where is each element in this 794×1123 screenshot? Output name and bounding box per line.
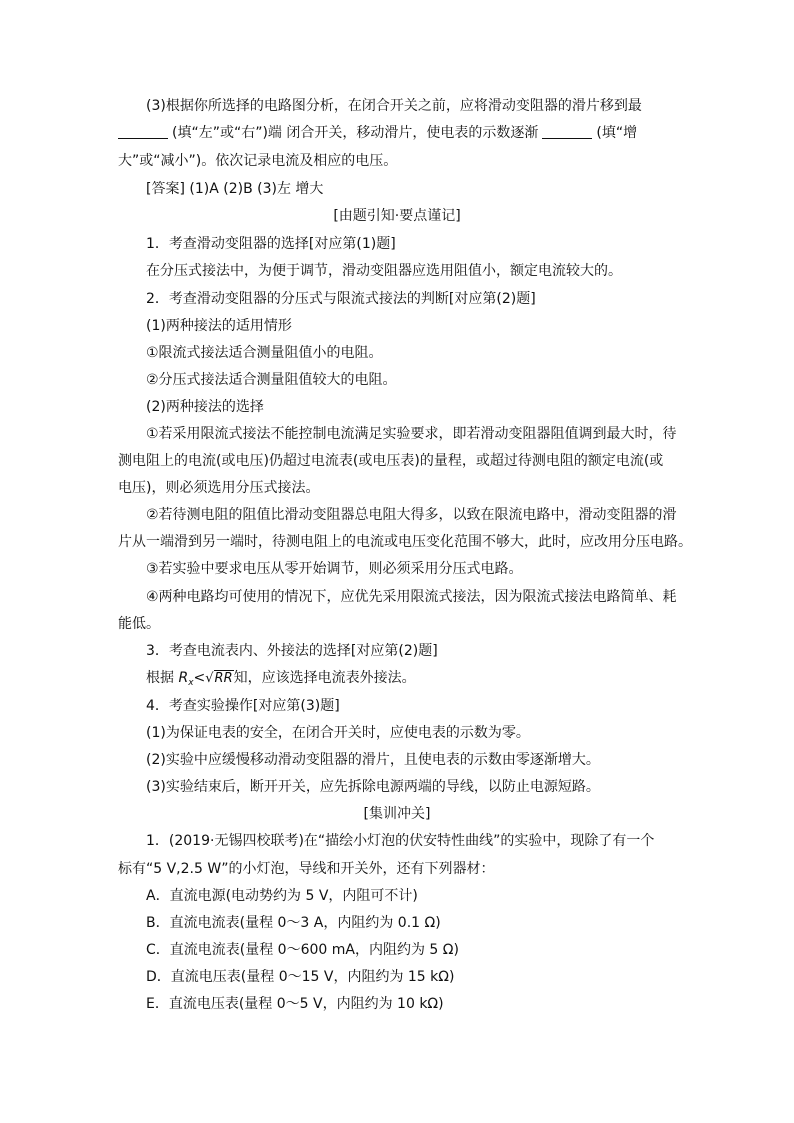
- section-heading-key-points: [由题引知·要点谨记]: [333, 208, 461, 224]
- point-1-text: 在分压式接法中，为便于调节，滑动变阻器应选用阻值小，额定电流较大的。: [146, 263, 622, 279]
- point-2-item-b: ②分压式接法适合测量阻值较大的电阻。: [146, 372, 397, 388]
- point-2-title: 2．考查滑动变阻器的分压式与限流式接法的判断[对应第(2)题]: [146, 291, 536, 307]
- sqrt-radicand: [214, 670, 234, 686]
- exercise-1-line-1: 1．(2019·无锡四校联考)在“描绘小灯泡的伏安特性曲线”的实验中，现除了有一个: [146, 833, 655, 849]
- q3-line-3: 大”或“减小”)。依次记录电流及相应的电压。: [118, 153, 398, 169]
- point-4-item-3: (3)实验结束后，断开开关，应先拆除电源两端的导线，以防止电源短路。: [146, 779, 600, 795]
- answer-blank-1: [118, 124, 168, 139]
- option-a: A．直流电源(电动势约为 5 V，内阻可不计): [146, 888, 418, 904]
- point-1-title: 1．考查滑动变阻器的选择[对应第(1)题]: [146, 236, 396, 252]
- formula-rx-sub: x: [188, 678, 194, 688]
- point-2-sub-1: (1)两种接法的适用情形: [146, 318, 292, 334]
- point-2-item-c-line-1: ①若采用限流式接法不能控制电流满足实验要求，即若滑动变阻器阻值调到最大时，待: [146, 426, 677, 442]
- answer-blank-2: [542, 124, 592, 139]
- point-4-item-2: (2)实验中应缓慢移动滑动变阻器的滑片，且使电表的示数由零逐渐增大。: [146, 752, 600, 768]
- q3-line-2-tail: (填“增: [596, 125, 638, 141]
- point-3-title: 3．考查电流表内、外接法的选择[对应第(2)题]: [146, 643, 438, 659]
- option-e: E．直流电压表(量程 0～5 V，内阻约为 10 kΩ): [146, 996, 444, 1012]
- q3-line-2-text: (填“左”或“右”)端 闭合开关，移动滑片，使电表的示数逐渐: [172, 125, 539, 141]
- point-2-item-e: ③若实验中要求电压从零开始调节，则必须采用分压式电路。: [146, 561, 523, 577]
- q3-line-2: [118, 124, 637, 142]
- point-2-item-d-line-1: ②若待测电阻的阻值比滑动变阻器总电阻大得多，以致在限流电路中，滑动变阻器的滑: [146, 507, 677, 523]
- answer-line: [答案] (1)A (2)B (3)左 增大: [146, 181, 324, 197]
- formula-less-than: <: [193, 670, 206, 686]
- point-2-item-c-line-2: 测电阻上的电流(或电压)仍超过电流表(或电压表)的量程，或超过待测电阻的额定电流(或: [118, 453, 664, 469]
- radicand-r1: R: [214, 671, 224, 686]
- point-2-sub-2: (2)两种接法的选择: [146, 399, 264, 415]
- point-2-item-a: ①限流式接法适合测量阻值小的电阻。: [146, 345, 383, 361]
- point-3-text: [146, 669, 416, 692]
- formula-rx: R: [178, 670, 189, 686]
- point-2-item-f-line-2: 能低。: [118, 616, 160, 632]
- option-c: C．直流电流表(量程 0～600 mA，内阻约为 5 Ω): [146, 942, 459, 958]
- point-2-item-d-line-2: 片从一端滑到另一端时，待测电阻上的电流或电压变化范围不够大，此时，应改用分压电路。: [118, 534, 692, 550]
- radicand-r2: R: [223, 671, 233, 686]
- point-3-suffix: 知，应该选择电流表外接法。: [233, 670, 416, 686]
- exercise-1-line-2: 标有“5 V,2.5 W”的小灯泡，导线和开关外，还有下列器材：: [118, 861, 495, 877]
- point-4-item-1: (1)为保证电表的安全，在闭合开关时，应使电表的示数为零。: [146, 725, 530, 741]
- option-b: B．直流电流表(量程 0～3 A，内阻约为 0.1 Ω): [146, 915, 441, 931]
- point-4-title: 4．考查实验操作[对应第(3)题]: [146, 698, 340, 714]
- q3-line-1: (3)根据你所选择的电路图分析，在闭合开关之前，应将滑动变阻器的滑片移到最: [146, 98, 642, 114]
- point-2-item-c-line-3: 电压)，则必须选用分压式接法。: [118, 480, 320, 496]
- point-3-prefix: 根据: [146, 670, 179, 686]
- section-heading-practice: [集训冲关]: [363, 806, 431, 822]
- option-d: D．直流电压表(量程 0～15 V，内阻约为 15 kΩ): [146, 969, 455, 985]
- formula-sqrt: [205, 670, 233, 688]
- point-2-item-f-line-1: ④两种电路均可使用的情况下，应优先采用限流式接法，因为限流式接法电路简单、耗: [146, 589, 677, 605]
- sqrt-symbol: √: [205, 671, 214, 686]
